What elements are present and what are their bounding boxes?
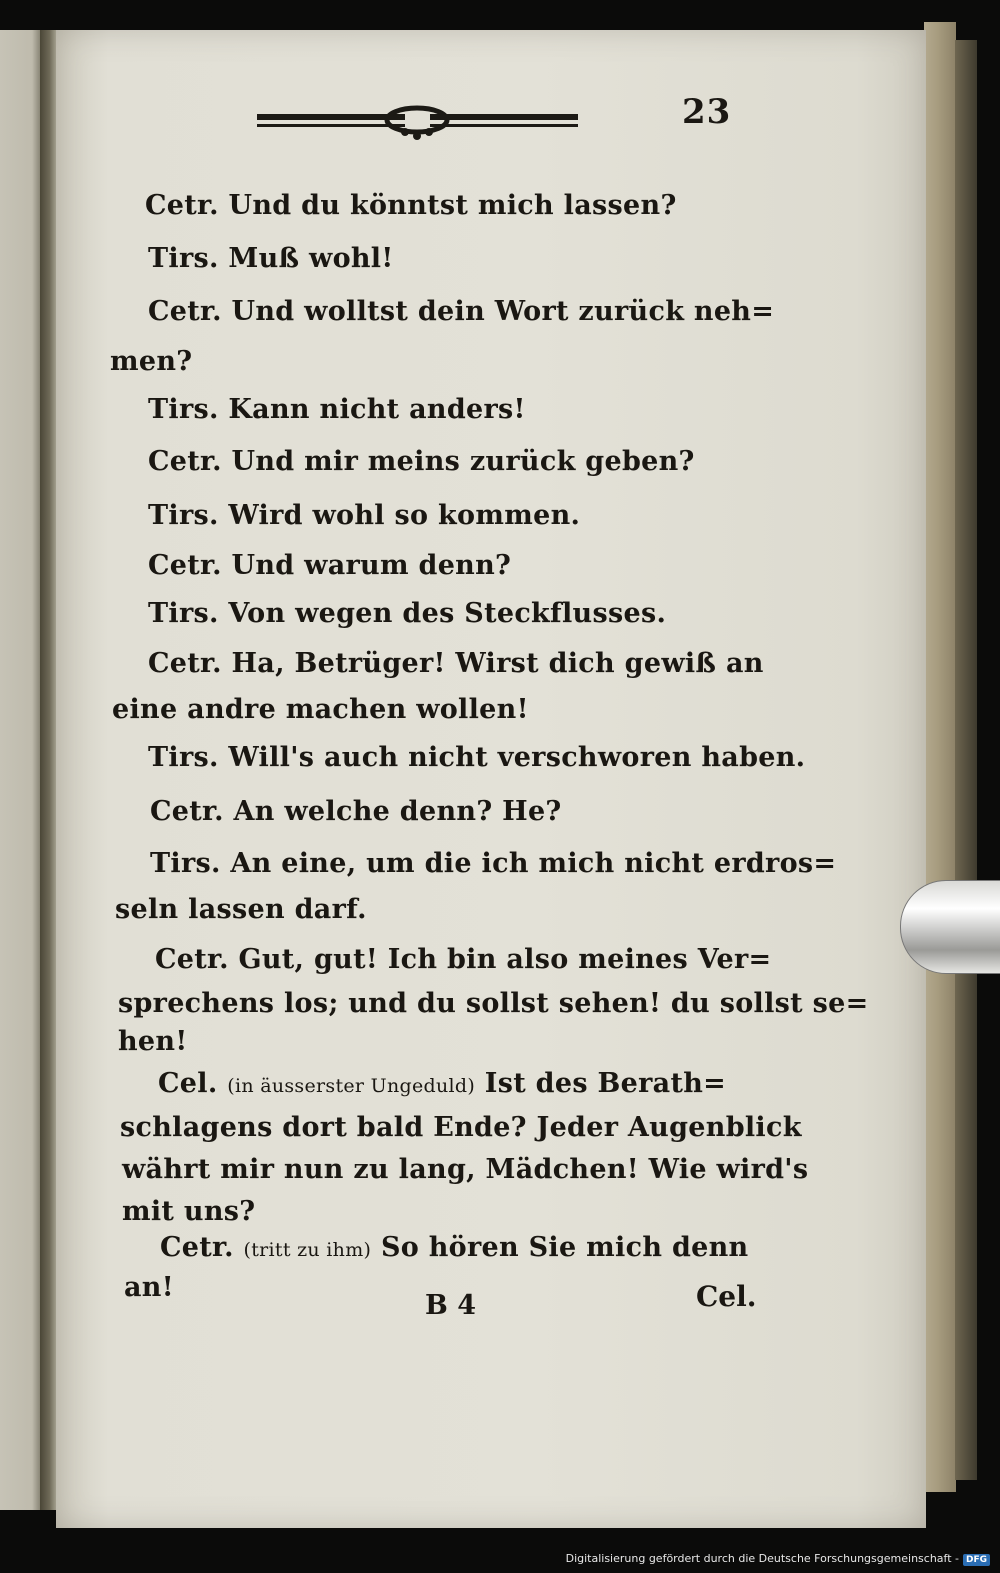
dialogue-line [148,648,764,679]
dialogue-line [110,346,192,377]
speaker-label: Cel. [158,1068,218,1099]
line-text: eine andre machen wollen! [112,694,529,725]
speaker-label: Tirs. [148,500,219,531]
line-text: Kann nicht anders! [228,394,526,425]
book-gutter [40,30,56,1510]
signature-mark: B 4 [425,1290,477,1321]
line-text: Und wolltst dein Wort zurück neh= [231,296,775,327]
ornament-rule-icon [255,100,580,145]
dialogue-line [122,1154,808,1185]
line-text: seln lassen darf. [115,894,367,925]
credit-text: Digitalisierung gefördert durch die Deutsche Forschungsgemeinschaft - [565,1552,959,1565]
line-text: An eine, um die ich mich nicht erdros= [230,848,837,879]
page-stack-edge [924,22,956,1492]
dialogue-line [118,1026,188,1057]
line-text: hen! [118,1026,188,1057]
dfg-logo: DFG [963,1554,990,1566]
dialogue-line [150,848,836,879]
dialogue-line [115,894,367,925]
speaker-label: Cetr. [160,1232,234,1263]
speaker-label: Tirs. [148,598,219,629]
speaker-label: Tirs. [148,243,219,274]
dialogue-line [150,796,562,827]
line-text: schlagens dort bald Ende? Jeder Augenblick [120,1112,802,1143]
book-cover-edge [955,40,977,1480]
speaker-label: Cetr. [150,796,224,827]
speaker-label: Cetr. [148,550,222,581]
line-text: Muß wohl! [228,243,394,274]
stage-direction: (tritt zu ihm) [243,1239,372,1261]
dialogue-line [155,944,771,975]
speaker-label: Cetr. [155,944,229,975]
dialogue-line [148,550,511,581]
speaker-label: Tirs. [150,848,221,879]
line-text: An welche denn? He? [233,796,562,827]
line-text: mit uns? [122,1196,256,1227]
line-text: an! [124,1272,174,1303]
dialogue-line [120,1112,802,1143]
catchword: Cel. [696,1280,757,1313]
dialogue-line [122,1196,255,1227]
dialogue-line [148,598,666,629]
line-text: Und mir meins zurück geben? [231,446,695,477]
stage-direction: (in äusserster Ungeduld) [227,1075,476,1097]
line-text: Von wegen des Steckflusses. [228,598,667,629]
dialogue-line [118,988,869,1019]
speaker-label: Cetr. [148,648,222,679]
digitization-credit [520,1552,990,1566]
dialogue-line [148,394,526,425]
dialogue-line [148,446,695,477]
line-text: Und warum denn? [231,550,512,581]
line-text: Wird wohl so kommen. [228,500,581,531]
speaker-label: Cetr. [145,190,219,221]
line-text: So hören Sie mich denn [371,1232,749,1263]
line-text: Gut, gut! Ich bin also meines Ver= [238,944,772,975]
dialogue-line [148,742,805,773]
dialogue-line [148,243,394,274]
dialogue-line [112,694,529,725]
line-text: Und du könntst mich lassen? [228,190,677,221]
dialogue-line [160,1232,748,1263]
dialogue-line [158,1068,726,1099]
page-clip [900,880,1000,974]
speaker-label: Tirs. [148,394,219,425]
speaker-label: Cetr. [148,446,222,477]
speaker-label: Tirs. [148,742,219,773]
line-text: sprechens los; und du sollst sehen! du sollst se= [118,988,869,1019]
dialogue-line [148,500,580,531]
line-text: Ist des Berath= [475,1068,727,1099]
speaker-label: Cetr. [148,296,222,327]
dialogue-line [145,190,677,221]
line-text: Ha, Betrüger! Wirst dich gewiß an [231,648,764,679]
line-text: Will's auch nicht verschworen haben. [228,742,806,773]
dialogue-line [148,296,774,327]
left-page-edge [0,30,40,1510]
page-number: 23 [682,92,732,132]
line-text: men? [110,346,193,377]
line-text: währt mir nun zu lang, Mädchen! Wie wird's [122,1154,809,1185]
dialogue-line [124,1272,174,1303]
